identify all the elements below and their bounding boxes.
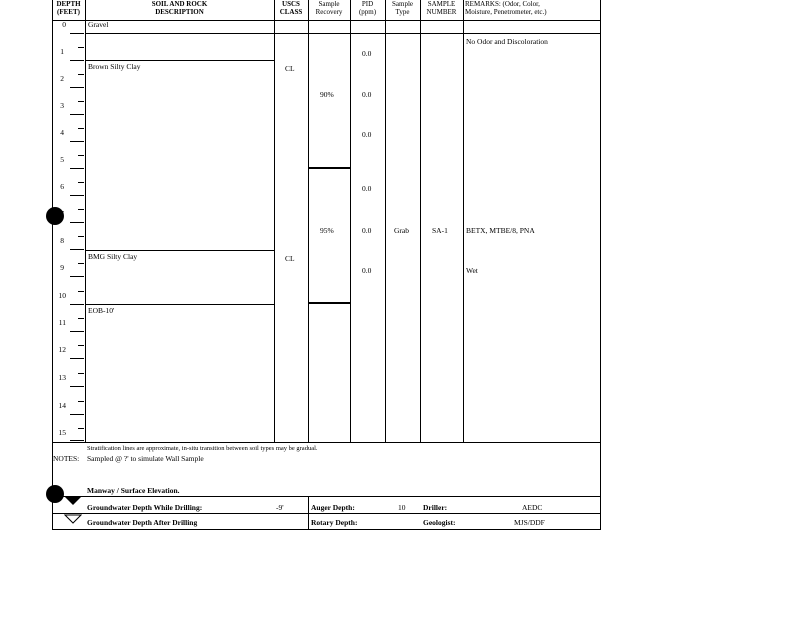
depth-tick-label: 14 — [58, 401, 66, 410]
header-recovery: Sample Recovery — [315, 0, 343, 16]
gw-while-label: Groundwater Depth While Drilling: — [87, 503, 203, 512]
groundwater-while-icon — [64, 496, 82, 506]
sample-type: Grab — [394, 226, 409, 235]
pid-value: 0.0 — [362, 130, 372, 139]
depth-tick — [70, 440, 84, 441]
depth-tick — [70, 33, 84, 34]
depth-tick — [70, 249, 84, 250]
note-sampled: Sampled @ ?' to simulate Wall Sample — [87, 454, 204, 463]
depth-tick — [70, 358, 84, 359]
notes-label: NOTES: — [53, 454, 80, 463]
auger-depth-label: Auger Depth: — [311, 503, 355, 512]
driller-label: Driller: — [423, 503, 448, 512]
depth-tick — [70, 386, 84, 387]
depth-tick — [70, 331, 84, 332]
depth-tick — [70, 222, 84, 223]
header-depth: DEPTH (FEET) — [56, 0, 81, 16]
depth-tick-label: 5 — [60, 155, 64, 164]
depth-tick — [70, 114, 84, 115]
depth-tick — [70, 304, 84, 305]
depth-tick-label: 1 — [60, 47, 64, 56]
gw-after-label: Groundwater Depth After Drilling — [87, 518, 198, 527]
sample-number: SA-1 — [432, 226, 448, 235]
header-remarks: REMARKS: (Odor, Color, Moisture, Penetrometer, etc.) — [465, 0, 547, 16]
depth-tick-label: 0 — [62, 20, 66, 29]
depth-tick-label: 2 — [60, 74, 64, 83]
rotary-depth-label: Rotary Depth: — [311, 518, 358, 527]
depth-tick — [70, 87, 84, 88]
header-uscs: USCS CLASS — [279, 0, 303, 16]
driller-value: AEDC — [522, 503, 543, 512]
depth-tick-label: 15 — [58, 428, 66, 437]
pid-value: 0.0 — [362, 266, 372, 275]
pid-value: 0.0 — [362, 184, 372, 193]
manway-label: Manway / Surface Elevation. — [87, 486, 180, 495]
depth-tick-label: 4 — [60, 128, 64, 137]
depth-tick — [70, 414, 84, 415]
punch-hole — [46, 485, 64, 503]
layer-bmg-silty-clay: BMG Silty Clay — [88, 252, 138, 261]
depth-tick — [70, 141, 84, 142]
depth-tick-label: 10 — [58, 291, 66, 300]
depth-tick — [70, 195, 84, 196]
depth-tick — [70, 60, 84, 61]
geologist-value: MJS/DDF — [514, 518, 545, 527]
remark: BETX, MTBE/8, PNA — [466, 226, 535, 235]
header-sample-number: SAMPLE NUMBER — [426, 0, 457, 16]
layer-eob: EOB-10' — [88, 306, 115, 315]
depth-tick-label: 13 — [58, 373, 66, 382]
remark: No Odor and Discoloration — [466, 37, 548, 46]
depth-tick-label: 8 — [60, 236, 64, 245]
depth-tick — [70, 168, 84, 169]
recovery-value: 95% — [320, 226, 334, 235]
remark: Wet — [466, 266, 478, 275]
depth-tick-label: 3 — [60, 101, 64, 110]
recovery-value: 90% — [320, 90, 334, 99]
uscs-cl: CL — [285, 254, 295, 263]
layer-gravel: Gravel — [88, 20, 109, 29]
groundwater-after-icon — [64, 514, 82, 524]
header-sample-type: Sample Type — [392, 0, 413, 16]
uscs-cl: CL — [285, 64, 295, 73]
header-description: SOIL AND ROCK DESCRIPTION — [151, 0, 208, 16]
auger-depth-value: 10 — [398, 503, 406, 512]
punch-hole — [46, 207, 64, 225]
gw-while-value: -9' — [276, 503, 284, 512]
stratification-disclaimer: Stratification lines are approximate, in-situ transition between soil types may be gradual. — [87, 445, 318, 452]
layer-brown-silty-clay: Brown Silty Clay — [88, 62, 141, 71]
depth-tick-label: 11 — [58, 318, 66, 327]
header-pid: PID (ppm) — [358, 0, 377, 16]
depth-tick — [70, 276, 84, 277]
pid-value: 0.0 — [362, 226, 372, 235]
geologist-label: Geologist: — [423, 518, 456, 527]
depth-tick-label: 12 — [58, 345, 66, 354]
pid-value: 0.0 — [362, 49, 372, 58]
depth-tick-label: 9 — [60, 263, 64, 272]
depth-tick-label: 6 — [60, 182, 64, 191]
pid-value: 0.0 — [362, 90, 372, 99]
